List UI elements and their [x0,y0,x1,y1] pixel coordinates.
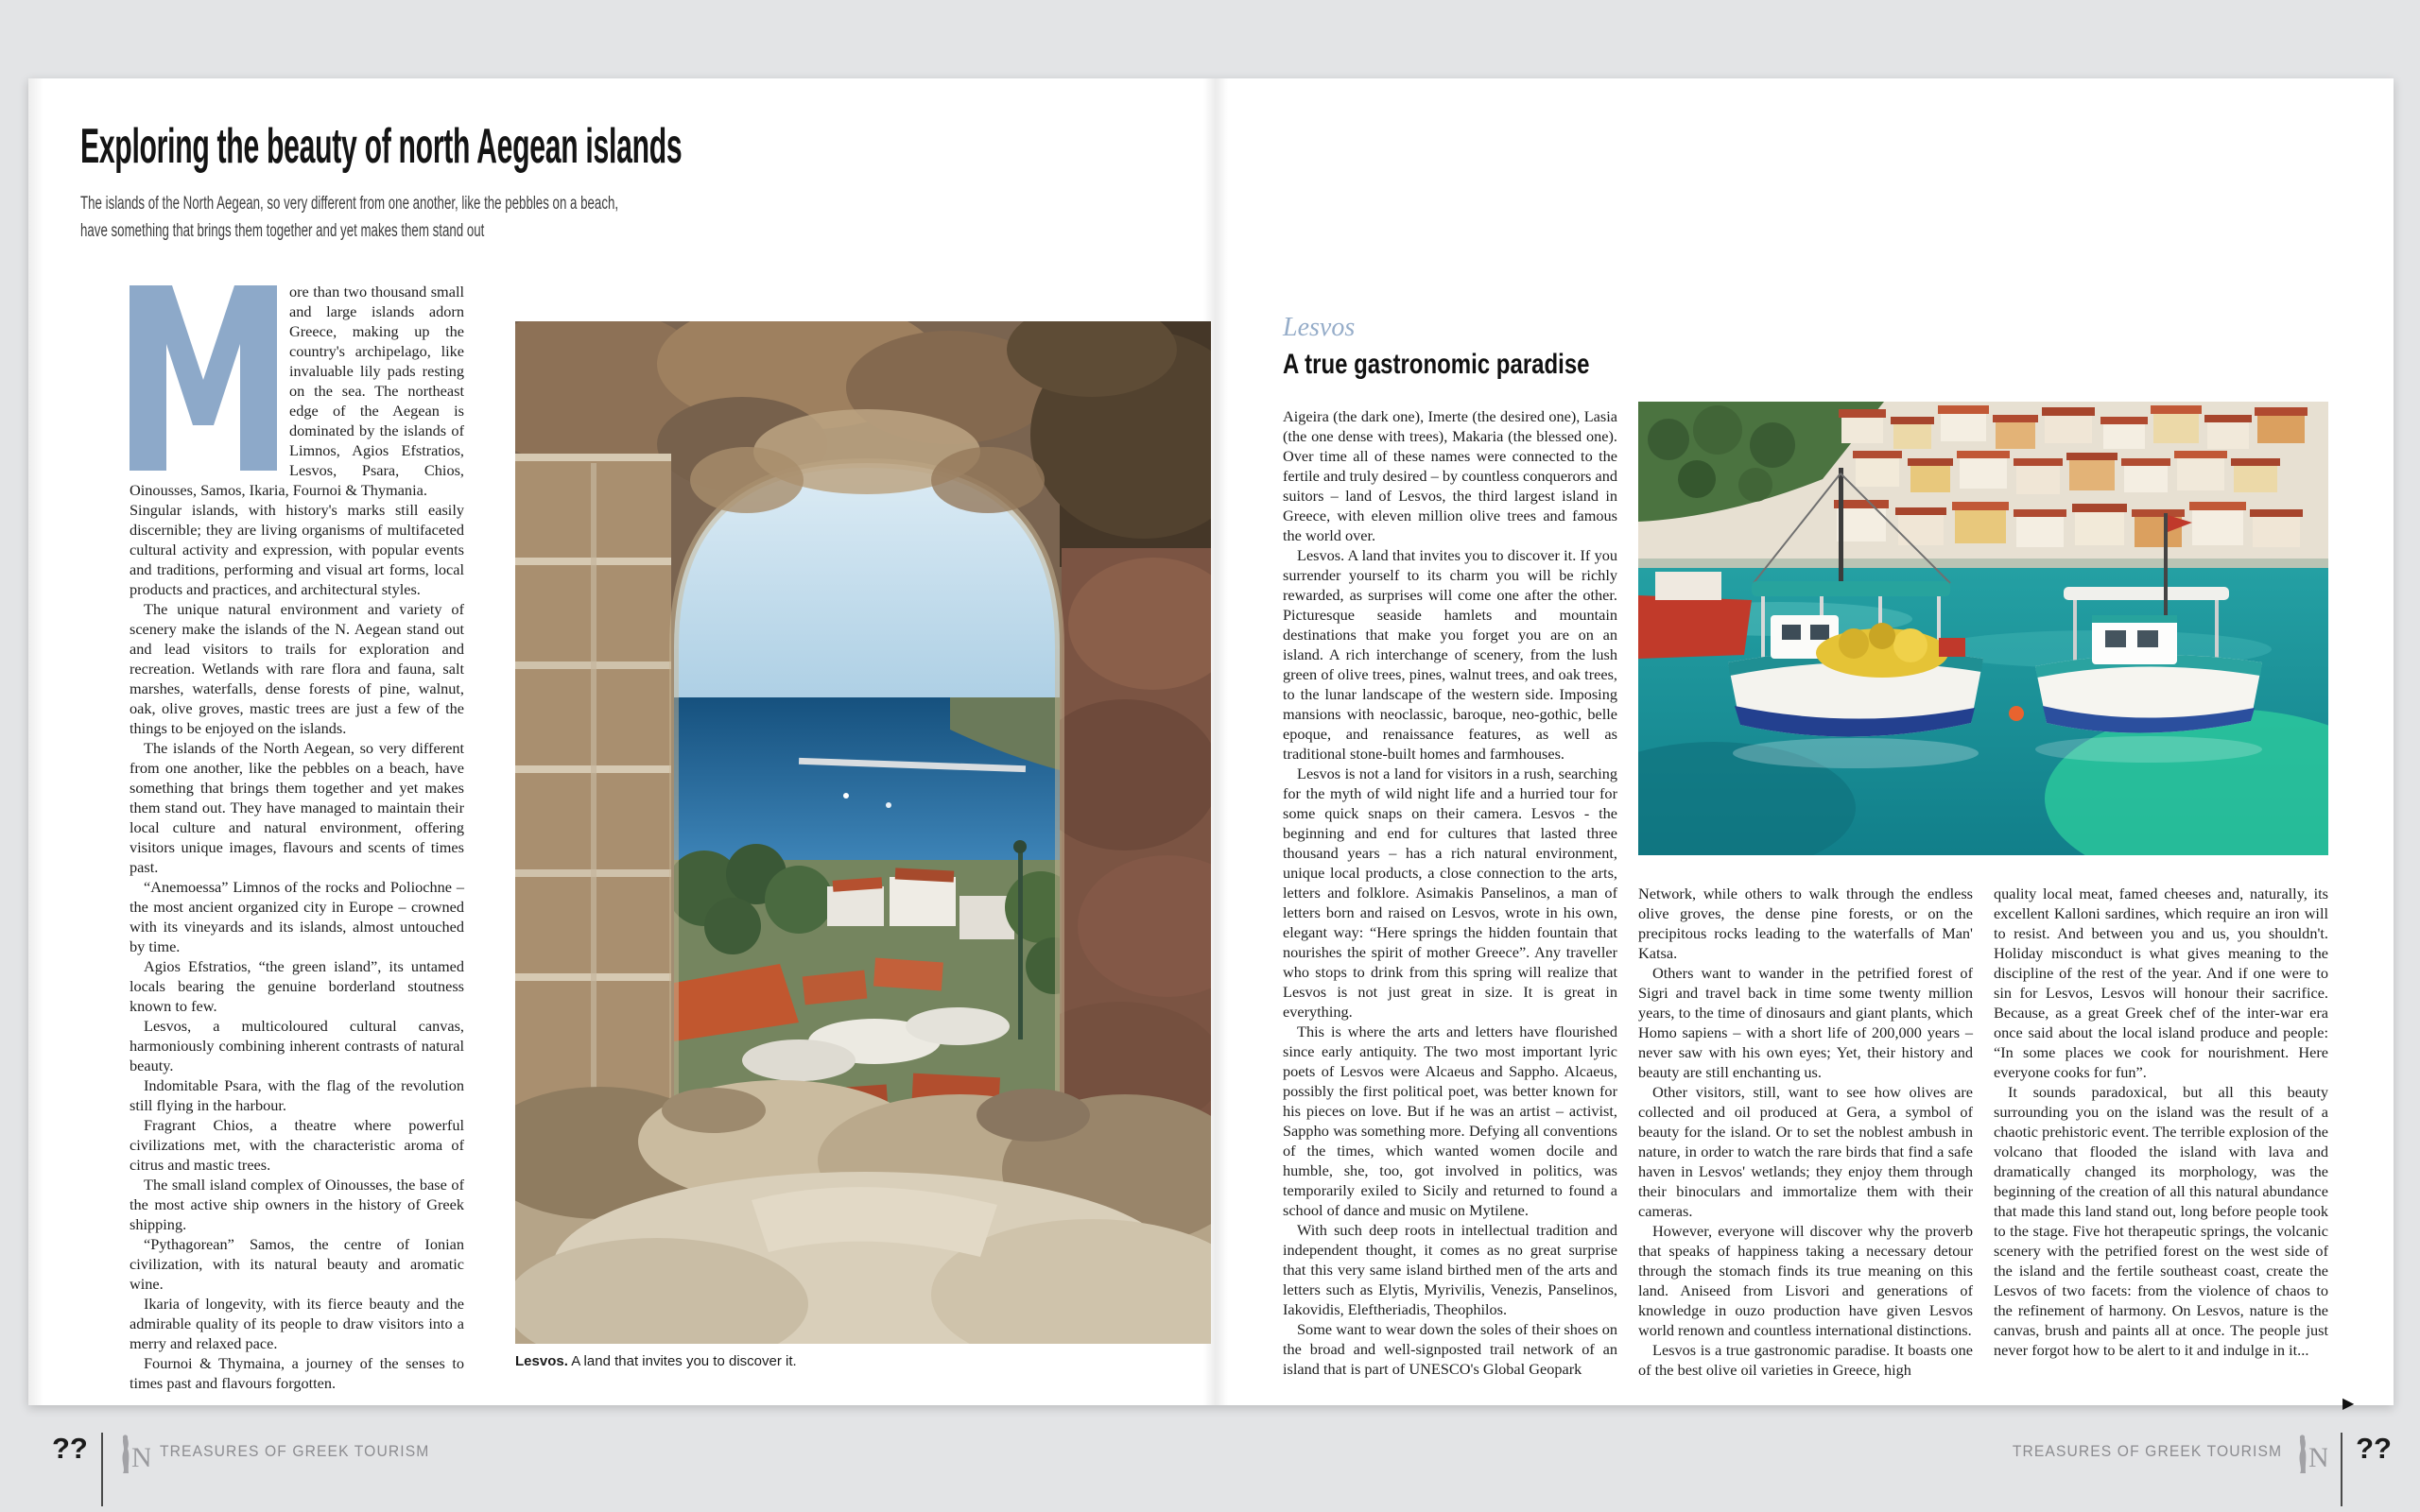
harbor-photo [1638,402,2328,855]
intro-paragraph [130,282,464,500]
article-subtitle [80,190,618,245]
photo-caption [515,1353,797,1369]
body-paragraph: Lesvos is a true gastronomic paradise. It boasts one of the best olive oil varieties in Greece, high [1638,1341,1973,1379]
body-paragraph: “Pythagorean” Samos, the centre of Ionian civilization, with its natural beauty and aromatic wine. [130,1235,464,1293]
photo-caption-lead: Lesvos. [515,1353,568,1369]
body-paragraph: Lesvos is not a land for visitors in a rush, searching for the myth of wild night life and a hurried tour for some quick snaps on their camera. Lesvos - the beginning and end for cultures that lasted three thousand years – has a rich natural environment, unique local products, a close connection to the arts, letters and folklore. Asimakis Panselinos, a man of letters born and raised on Lesvos, wrote in his own, elegant way: “Here springs the hidden fountain that nourishes the spirit of mother Greece”. Any traveller who stops to drink from this spring will realize that Lesvos is not just great in size. It is great in everything. [1283,765,1617,1021]
body-paragraph: The unique natural environment and variety of scenery make the islands of the N. Aegean stand out and lead visitors to trails for exploration and recreation. Wetlands with rare flora and fauna, salt marshes, waterfalls, dense forests of pine, walnut, oak, olive groves, mastic trees are just a few of the things to be enjoyed on the islands. [130,600,464,737]
section-heading: A true gastronomic paradise [1283,349,1590,380]
drop-cap-m [130,285,277,471]
page-number-right: ?? [2356,1432,2392,1465]
body-paragraph: Fragrant Chios, a theatre where powerful civilizations met, with the characteristic aroma of citrus and mastic trees. [130,1116,464,1174]
intro-column [130,282,464,1393]
body-paragraph: Lesvos. A land that invites you to discover it. If you surrender yourself to its charm you will be richly rewarded, as surprises will come one after the other. Picturesque seaside hamlets and mountain destinations that make you forget you are on an island. A rich interchange of scenery, from the lush green of olive trees, pines, walnut trees, and oak trees, to the lunar landscape of the western side. Imposing mansions with neoclassic, baroque, neo-gothic, belle epoque, and renaissance features, as well as traditional stone-built homes and farmhouses. [1283,546,1617,763]
subtitle-line-1: The islands of the North Aegean, so very different from one another, like the pebbles on a beach, [80,194,619,214]
body-paragraph: With such deep roots in intellectual tradition and independent thought, it comes as no great surprise that this very same island birthed men of the arts and letters such as Elytis, Myrivilis, Venezis, Panselinos, Iakovidis, Eleftheriadis, Theophilos. [1283,1221,1617,1318]
body-paragraph: Some want to wear down the soles of their shoes on the broad and well-signposted trail network of an island that is part of UNESCO's Global Geopark [1283,1320,1617,1378]
body-paragraph: Other visitors, still, want to see how olives are collected and oil produced at Gera, a symbol of beauty for the island. Or to set the noblest ambush in nature, in order to watch the rare birds that find a safe haven in Lesvos' wetlands; they enjoy them through their binoculars and immortalize them with their cameras. [1638,1083,1973,1220]
body-paragraph: Lesvos, a multicoloured cultural canvas, harmoniously combining inherent contrasts of natural beauty. [130,1017,464,1074]
arch-photo [515,321,1211,1344]
article-headline: Exploring the beauty of north Aegean islands [80,119,683,174]
body-paragraph: Indomitable Psara, with the flag of the revolution still flying in the harbour. [130,1076,464,1114]
tgt-logo-letter: N [2308,1442,2328,1473]
continue-arrow[interactable]: ▶ [2342,1396,2355,1412]
footer-divider [2341,1433,2342,1506]
brand-name-right: TREASURES OF GREEK TOURISM [2012,1442,2283,1460]
page-number-left: ?? [52,1432,88,1465]
body-paragraph: Others want to wander in the petrified forest of Sigri and travel back in time some twenty million years, to the time of dinosaurs and giant plants, which Homo sapiens – with a short life of 200,000 years – never saw with his own eyes; Yet, their history and beauty are still enchanting us. [1638,964,1973,1081]
tgt-logo-icon [2293,1435,2327,1479]
body-paragraph: The small island complex of Oinousses, the base of the most active ship owners in the history of Greek shipping. [130,1176,464,1233]
body-column-2 [1638,884,1973,1380]
body-paragraph: Network, while others to walk through the endless olive groves, the dense pine forests, or on the precipitous rocks leading to the waterfalls of Man' Katsa. [1638,885,1973,962]
body-paragraph: Ikaria of longevity, with its fierce beauty and the admirable quality of its people to draw visitors into a merry and relaxed pace. [130,1295,464,1352]
intro-paragraph-list [130,500,464,1393]
body-paragraph: Aigeira (the dark one), Imerte (the desired one), Lasia (the one dense with trees), Makaria (the blessed one). Over time all of these names were connected to the fertile and truly desired – by countless conquerors and suitors – land of Lesvos, the third largest island in Greece, with eleven million olive trees and famous the world over. [1283,407,1617,544]
footer-right [1979,1433,2392,1506]
footer-divider [101,1433,103,1506]
body-paragraph: “Anemoessa” Limnos of the rocks and Poliochne – the most ancient organized city in Europe – crowned with its vineyards and its islands, almost untouched by time. [130,878,464,955]
brand-name-left: TREASURES OF GREEK TOURISM [159,1442,430,1460]
body-paragraph: Singular islands, with history's marks still easily discernible; they are living organisms of multifaceted cultural activity and expression, with popular events and traditions, performing and visual art forms, local products and practices, and architectural styles. [130,501,464,598]
body-paragraph: This is where the arts and letters have flourished since early antiquity. The two most important lyric poets of Lesvos were Alcaeus and Sappho. Alcaeus, possibly the first political poet, was better known for his pieces on love. But if he was an artist – activist, Sappho was something more. Defying all conventions of the times, which wanted women docile and humble, she, too, got involved in politics, was temporarily exiled to Sicily and returned to found a school of dance and music on Mytilene. [1283,1022,1617,1219]
body-paragraph: It sounds paradoxical, but all this beauty surrounding you on the island was the result of a chaotic prehistoric event. The terrible explosion of the volcano that flooded the island with lava and dramatically changed its morphology, was the beginning of the creation of all this natural abundance that made this land stand out, long before people took to the stage. Five hot therapeutic springs, the volcanic scenery with the petrified forest on the west side of the island and the fertile southeast coast, create the Lesvos of two facets: from the violence of chaos to the refinement of harmony. On Lesvos, nature is the canvas, brush and paints all at once. The people just never forgot how to be alert to it and indulge in it... [1994,1083,2328,1359]
intro-paragraph-text: ore than two thousand small and large islands adorn Greece, making up the country's archipelago, like invaluable lily pads resting on the sea. The northeast edge of the Aegean is dominated by the islands of Limnos, Agios Efstratios, Lesvos, Psara, Chios, Oinousses, Samos, Ikaria, Fournoi & Thymania. [130,283,464,499]
body-paragraph: The islands of the North Aegean, so very different from one another, like the pebbles on a beach, have something that brings them together and yet makes them stand out. They have managed to maintain their local culture and natural environment, offering visitors unique images, flavours and scents of times past. [130,739,464,876]
harbor-photo-illustration [1638,402,2328,855]
tgt-logo-letter: N [130,1442,150,1473]
section-kicker: Lesvos [1283,313,1356,342]
body-paragraph: Fournoi & Thymaina, a journey of the senses to times past and flavours forgotten. [130,1354,464,1392]
body-column-1 [1283,406,1617,1379]
arch-photo-illustration [515,321,1211,1344]
body-paragraph: quality local meat, famed cheeses and, naturally, its excellent Kalloni sardines, which require an iron will to resist. And between you and us, you shouldn't. Holiday misconduct is what gives meaning to the discipline of the rest of the year. And if one were to sin for Lesvos, Lesvos will honour their sacrifice. Because, as a great Greek chef of the inter-war era once said about the local island produce and people: “In some places we cook for nourishment. Here everyone cooks for fun”. [1994,885,2328,1081]
photo-caption-text: A land that invites you to discover it. [567,1353,797,1369]
subtitle-line-2: have something that brings them together and yet makes them stand out [80,221,485,241]
footer-left [52,1433,464,1506]
magazine-spread [28,78,2394,1412]
tgt-logo-icon [116,1435,150,1479]
body-column-3 [1994,884,2328,1360]
body-paragraph: Agios Efstratios, “the green island”, its untamed locals bearing the genuine borderland stoutness known to few. [130,957,464,1015]
body-paragraph: However, everyone will discover why the proverb that speaks of happiness taking a necessary detour through the stomach finds its true meaning on this land. Aniseed from Lisvori and generations of knowledge in ouzo production have given Lesvos world renown and countless international distinctions. [1638,1222,1973,1339]
